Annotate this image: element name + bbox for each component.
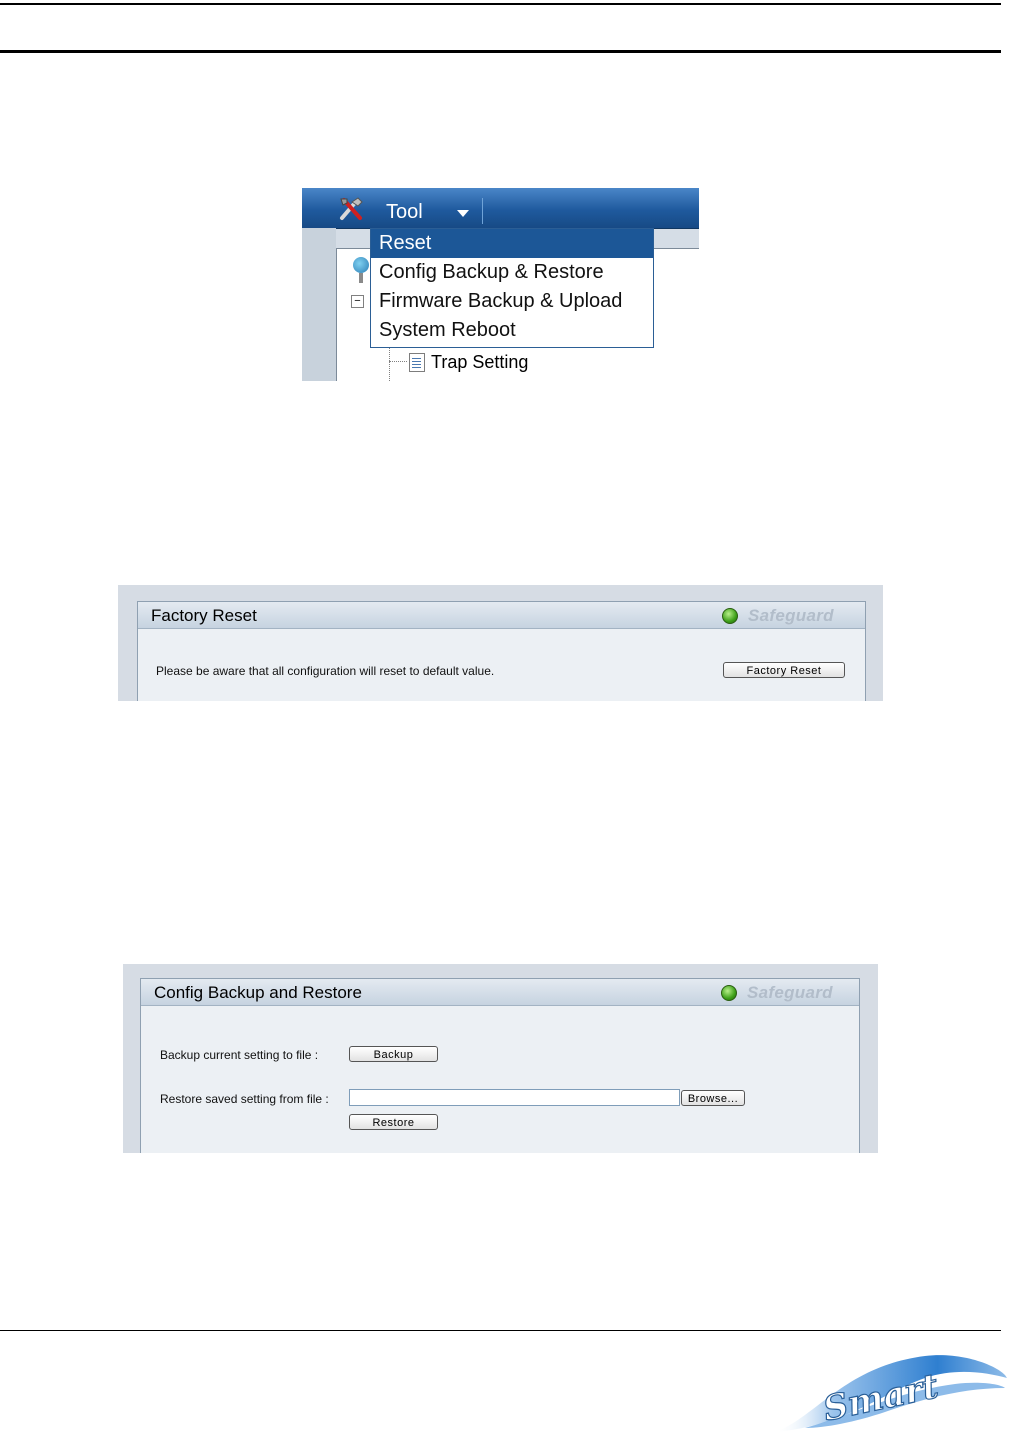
panel-title: Factory Reset [151, 606, 257, 625]
browse-button[interactable]: Browse... [681, 1090, 745, 1106]
tools-icon [338, 196, 364, 222]
chevron-down-icon[interactable] [457, 210, 469, 217]
factory-reset-screenshot [118, 585, 883, 701]
toolbar-separator [482, 198, 483, 224]
panel-header [138, 602, 865, 629]
document-icon [409, 353, 425, 372]
tool-menu-button[interactable]: Tool [386, 201, 423, 223]
menu-item-reset[interactable]: Reset [371, 229, 653, 258]
reset-warning-text: Please be aware that all configuration will reset to default value. [156, 664, 495, 678]
footer-rule [0, 1330, 1001, 1331]
tree-branch [389, 361, 407, 362]
config-backup-screenshot [123, 964, 878, 1153]
restore-file-input[interactable] [349, 1089, 680, 1106]
menu-item-config-backup-restore[interactable]: Config Backup & Restore [379, 261, 604, 283]
restore-button[interactable]: Restore [349, 1114, 438, 1130]
tool-toolbar [302, 188, 699, 229]
network-icon-stand [359, 273, 363, 283]
menu-item-system-reboot[interactable]: System Reboot [379, 319, 516, 341]
backup-label: Backup current setting to file : [160, 1048, 319, 1062]
safeguard-label: Safeguard [747, 983, 833, 1002]
smart-logo [775, 1348, 1007, 1434]
menu-item-firmware-backup-upload[interactable]: Firmware Backup & Upload [379, 290, 623, 312]
factory-reset-panel [137, 601, 866, 701]
network-icon [353, 257, 369, 273]
panel-title: Config Backup and Restore [154, 983, 362, 1002]
tree-item-trap-setting[interactable]: Trap Setting [431, 352, 529, 372]
config-backup-panel [140, 978, 860, 1153]
collapse-icon[interactable]: − [351, 295, 364, 308]
safeguard-label: Safeguard [748, 606, 834, 625]
safeguard-status-icon [721, 985, 737, 1001]
tool-dropdown-menu [370, 228, 654, 348]
tree-frame [302, 228, 336, 381]
panel-header [141, 979, 859, 1006]
header-rule [0, 50, 1001, 53]
backup-button[interactable]: Backup [349, 1046, 438, 1062]
safeguard-status-icon [722, 608, 738, 624]
header-rule-top [0, 3, 1001, 5]
restore-label: Restore saved setting from file : [160, 1092, 329, 1106]
logo-text: Smart [819, 1366, 942, 1430]
tool-menu-screenshot [302, 188, 699, 381]
factory-reset-button[interactable]: Factory Reset [723, 662, 845, 678]
